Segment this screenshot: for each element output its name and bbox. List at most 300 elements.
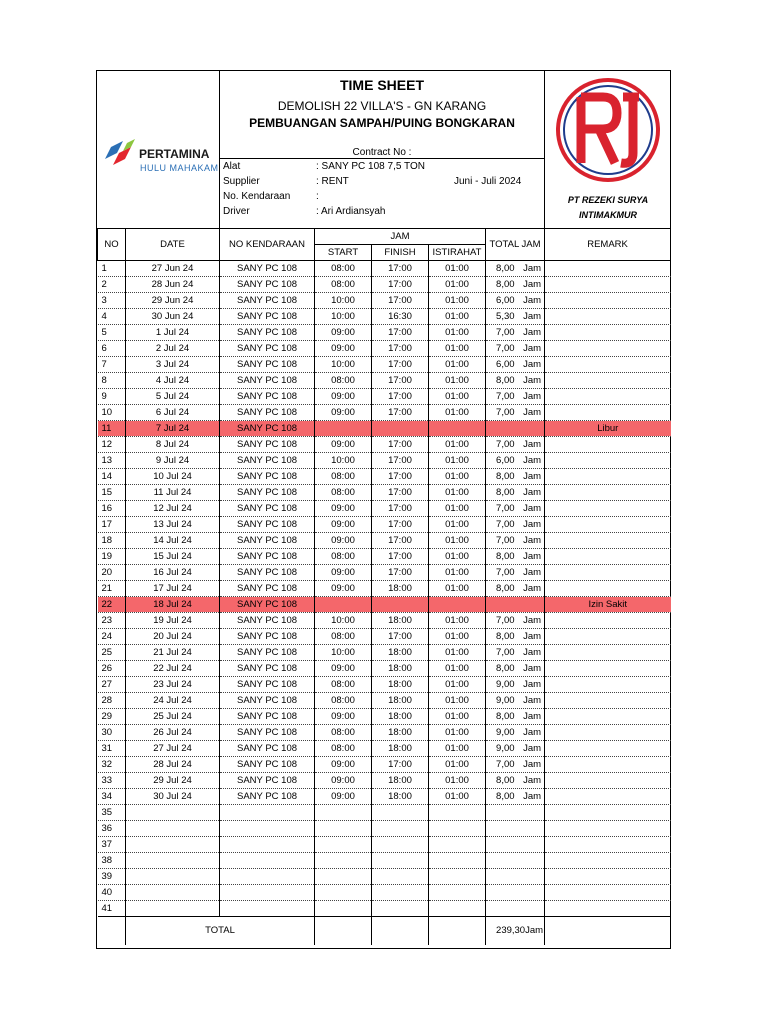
row-rest: 01:00 bbox=[429, 437, 486, 453]
row-total bbox=[486, 389, 545, 405]
period: Juni - Juli 2024 bbox=[454, 176, 522, 187]
row-date: 4 Jul 24 bbox=[126, 373, 220, 389]
table-row bbox=[98, 725, 671, 741]
table-row bbox=[98, 533, 671, 549]
row-rest: 01:00 bbox=[429, 661, 486, 677]
supplier-label: Supplier bbox=[223, 176, 260, 187]
row-start bbox=[315, 805, 372, 821]
row-rest: 01:00 bbox=[429, 709, 486, 725]
row-total-value: 7,00 bbox=[496, 390, 515, 402]
row-rest: 01:00 bbox=[429, 725, 486, 741]
row-no: 22 bbox=[98, 597, 126, 613]
row-finish: 18:00 bbox=[372, 773, 429, 789]
row-no: 28 bbox=[98, 693, 126, 709]
table-row bbox=[98, 789, 671, 805]
row-no: 12 bbox=[98, 437, 126, 453]
row-no: 15 bbox=[98, 485, 126, 501]
row-start: 09:00 bbox=[315, 501, 372, 517]
row-no: 17 bbox=[98, 517, 126, 533]
row-start: 10:00 bbox=[315, 293, 372, 309]
row-date: 20 Jul 24 bbox=[126, 629, 220, 645]
row-no: 20 bbox=[98, 565, 126, 581]
row-vehicle: SANY PC 108 bbox=[220, 645, 315, 661]
row-rest: 01:00 bbox=[429, 325, 486, 341]
row-total bbox=[486, 549, 545, 565]
row-vehicle bbox=[220, 805, 315, 821]
row-date: 27 Jun 24 bbox=[126, 261, 220, 277]
row-total-value: 8,00 bbox=[496, 550, 515, 562]
row-finish: 17:00 bbox=[372, 325, 429, 341]
row-finish: 17:00 bbox=[372, 261, 429, 277]
row-total bbox=[486, 869, 545, 885]
row-date: 6 Jul 24 bbox=[126, 405, 220, 421]
row-finish bbox=[372, 853, 429, 869]
row-total bbox=[486, 325, 545, 341]
col-total: TOTAL JAM bbox=[486, 229, 545, 261]
table-row bbox=[98, 565, 671, 581]
row-finish: 17:00 bbox=[372, 485, 429, 501]
row-no: 31 bbox=[98, 741, 126, 757]
row-remark bbox=[545, 293, 671, 309]
row-total-value: 7,00 bbox=[496, 342, 515, 354]
row-total-unit: Jam bbox=[523, 726, 542, 738]
row-remark bbox=[545, 533, 671, 549]
row-vehicle: SANY PC 108 bbox=[220, 741, 315, 757]
row-rest: 01:00 bbox=[429, 453, 486, 469]
row-start: 09:00 bbox=[315, 517, 372, 533]
row-date: 17 Jul 24 bbox=[126, 581, 220, 597]
row-vehicle: SANY PC 108 bbox=[220, 725, 315, 741]
row-vehicle: SANY PC 108 bbox=[220, 341, 315, 357]
row-date: 10 Jul 24 bbox=[126, 469, 220, 485]
row-date: 27 Jul 24 bbox=[126, 741, 220, 757]
row-rest bbox=[429, 821, 486, 837]
row-vehicle: SANY PC 108 bbox=[220, 693, 315, 709]
col-remark: REMARK bbox=[545, 229, 671, 261]
row-date: 3 Jul 24 bbox=[126, 357, 220, 373]
row-remark bbox=[545, 837, 671, 853]
row-total bbox=[486, 805, 545, 821]
row-date: 30 Jun 24 bbox=[126, 309, 220, 325]
table-row bbox=[98, 517, 671, 533]
row-total-value: 5,30 bbox=[496, 310, 515, 322]
row-total-unit: Jam bbox=[523, 358, 542, 370]
row-vehicle: SANY PC 108 bbox=[220, 421, 315, 437]
row-finish bbox=[372, 837, 429, 853]
row-total bbox=[486, 725, 545, 741]
total-label: TOTAL bbox=[126, 917, 315, 946]
company-name-2: INTIMAKMUR bbox=[579, 210, 637, 220]
table-row bbox=[98, 389, 671, 405]
row-total bbox=[486, 709, 545, 725]
row-remark bbox=[545, 325, 671, 341]
row-start bbox=[315, 885, 372, 901]
col-no: NO bbox=[98, 229, 126, 261]
row-total bbox=[486, 773, 545, 789]
row-start: 09:00 bbox=[315, 405, 372, 421]
row-total-unit: Jam bbox=[523, 758, 542, 770]
row-total-unit: Jam bbox=[523, 374, 542, 386]
row-vehicle: SANY PC 108 bbox=[220, 389, 315, 405]
table-row bbox=[98, 613, 671, 629]
row-total-unit: Jam bbox=[523, 406, 542, 418]
row-remark bbox=[545, 901, 671, 917]
row-finish: 18:00 bbox=[372, 581, 429, 597]
alat-value: : SANY PC 108 7,5 TON bbox=[316, 161, 425, 172]
row-no: 40 bbox=[98, 885, 126, 901]
row-no: 8 bbox=[98, 373, 126, 389]
row-total-value: 7,00 bbox=[496, 438, 515, 450]
table-row bbox=[98, 373, 671, 389]
row-remark bbox=[545, 629, 671, 645]
row-start bbox=[315, 869, 372, 885]
divider bbox=[220, 158, 544, 159]
rj-logo-icon bbox=[553, 77, 663, 183]
row-date: 1 Jul 24 bbox=[126, 325, 220, 341]
row-remark bbox=[545, 885, 671, 901]
row-date bbox=[126, 901, 220, 917]
row-start: 08:00 bbox=[315, 261, 372, 277]
row-finish: 18:00 bbox=[372, 693, 429, 709]
total-unit: Jam bbox=[525, 925, 544, 936]
row-start: 09:00 bbox=[315, 341, 372, 357]
row-remark bbox=[545, 613, 671, 629]
row-remark bbox=[545, 517, 671, 533]
row-start: 10:00 bbox=[315, 357, 372, 373]
row-vehicle: SANY PC 108 bbox=[220, 325, 315, 341]
row-finish: 17:00 bbox=[372, 517, 429, 533]
row-no: 11 bbox=[98, 421, 126, 437]
pertamina-logo bbox=[97, 71, 220, 228]
row-date: 5 Jul 24 bbox=[126, 389, 220, 405]
row-remark bbox=[545, 581, 671, 597]
row-remark bbox=[545, 661, 671, 677]
row-rest bbox=[429, 597, 486, 613]
row-total-value: 8,00 bbox=[496, 662, 515, 674]
row-total bbox=[486, 885, 545, 901]
row-start: 09:00 bbox=[315, 437, 372, 453]
row-total bbox=[486, 341, 545, 357]
row-no: 16 bbox=[98, 501, 126, 517]
row-start: 10:00 bbox=[315, 613, 372, 629]
company-logo bbox=[544, 71, 671, 228]
row-remark bbox=[545, 565, 671, 581]
row-start: 10:00 bbox=[315, 453, 372, 469]
row-date: 22 Jul 24 bbox=[126, 661, 220, 677]
row-start: 09:00 bbox=[315, 389, 372, 405]
row-no: 9 bbox=[98, 389, 126, 405]
table-row bbox=[98, 597, 671, 613]
row-total-unit: Jam bbox=[523, 294, 542, 306]
row-date: 25 Jul 24 bbox=[126, 709, 220, 725]
row-total-unit: Jam bbox=[523, 566, 542, 578]
row-start: 09:00 bbox=[315, 773, 372, 789]
row-finish: 18:00 bbox=[372, 741, 429, 757]
table-row bbox=[98, 629, 671, 645]
row-finish: 17:00 bbox=[372, 293, 429, 309]
row-total-unit: Jam bbox=[523, 742, 542, 754]
row-date: 13 Jul 24 bbox=[126, 517, 220, 533]
row-no: 10 bbox=[98, 405, 126, 421]
row-total-value: 8,00 bbox=[496, 582, 515, 594]
row-total-value: 8,00 bbox=[496, 262, 515, 274]
row-date: 29 Jun 24 bbox=[126, 293, 220, 309]
row-no: 2 bbox=[98, 277, 126, 293]
row-vehicle: SANY PC 108 bbox=[220, 597, 315, 613]
row-finish: 17:00 bbox=[372, 565, 429, 581]
row-total-value: 8,00 bbox=[496, 374, 515, 386]
row-total-unit: Jam bbox=[523, 630, 542, 642]
table-row bbox=[98, 261, 671, 277]
row-date: 30 Jul 24 bbox=[126, 789, 220, 805]
row-no: 37 bbox=[98, 837, 126, 853]
row-rest: 01:00 bbox=[429, 741, 486, 757]
table-row bbox=[98, 837, 671, 853]
row-no: 26 bbox=[98, 661, 126, 677]
row-remark bbox=[545, 773, 671, 789]
row-remark bbox=[545, 869, 671, 885]
row-date: 11 Jul 24 bbox=[126, 485, 220, 501]
row-total-value: 7,00 bbox=[496, 518, 515, 530]
table-row bbox=[98, 581, 671, 597]
row-date: 28 Jun 24 bbox=[126, 277, 220, 293]
project-subtitle: PEMBUANGAN SAMPAH/PUING BONGKARAN bbox=[249, 116, 515, 130]
grand-total bbox=[486, 917, 545, 946]
row-finish bbox=[372, 885, 429, 901]
row-total-value: 7,00 bbox=[496, 326, 515, 338]
row-finish: 17:00 bbox=[372, 629, 429, 645]
row-finish bbox=[372, 805, 429, 821]
row-vehicle: SANY PC 108 bbox=[220, 469, 315, 485]
row-total bbox=[486, 565, 545, 581]
page-title: TIME SHEET bbox=[339, 77, 424, 93]
table-row bbox=[98, 549, 671, 565]
row-vehicle: SANY PC 108 bbox=[220, 437, 315, 453]
row-vehicle bbox=[220, 821, 315, 837]
header-center bbox=[220, 71, 544, 228]
row-no: 30 bbox=[98, 725, 126, 741]
row-start: 08:00 bbox=[315, 677, 372, 693]
row-finish: 17:00 bbox=[372, 357, 429, 373]
row-remark bbox=[545, 693, 671, 709]
row-date: 12 Jul 24 bbox=[126, 501, 220, 517]
row-date bbox=[126, 805, 220, 821]
row-vehicle: SANY PC 108 bbox=[220, 581, 315, 597]
row-rest bbox=[429, 837, 486, 853]
row-rest: 01:00 bbox=[429, 645, 486, 661]
row-finish bbox=[372, 821, 429, 837]
row-rest: 01:00 bbox=[429, 405, 486, 421]
row-rest bbox=[429, 885, 486, 901]
row-vehicle: SANY PC 108 bbox=[220, 773, 315, 789]
row-finish: 17:00 bbox=[372, 373, 429, 389]
row-start: 08:00 bbox=[315, 693, 372, 709]
row-vehicle: SANY PC 108 bbox=[220, 261, 315, 277]
row-total bbox=[486, 901, 545, 917]
row-no: 1 bbox=[98, 261, 126, 277]
row-total bbox=[486, 437, 545, 453]
row-no: 4 bbox=[98, 309, 126, 325]
row-no: 5 bbox=[98, 325, 126, 341]
row-vehicle bbox=[220, 853, 315, 869]
contract-no: Contract No : bbox=[352, 147, 412, 158]
table-row bbox=[98, 805, 671, 821]
row-remark bbox=[545, 805, 671, 821]
row-finish: 17:00 bbox=[372, 405, 429, 421]
table-row bbox=[98, 901, 671, 917]
pertamina-mark-icon bbox=[101, 139, 141, 169]
driver-label: Driver bbox=[223, 206, 250, 217]
table-row bbox=[98, 405, 671, 421]
row-vehicle: SANY PC 108 bbox=[220, 517, 315, 533]
row-remark bbox=[545, 709, 671, 725]
row-finish: 17:00 bbox=[372, 437, 429, 453]
table-row bbox=[98, 421, 671, 437]
row-total bbox=[486, 613, 545, 629]
row-vehicle: SANY PC 108 bbox=[220, 549, 315, 565]
table-row bbox=[98, 709, 671, 725]
row-total bbox=[486, 469, 545, 485]
row-total-unit: Jam bbox=[523, 662, 542, 674]
total-value: 239,30 bbox=[496, 925, 526, 936]
header bbox=[97, 71, 670, 229]
alat-label: Alat bbox=[223, 161, 241, 172]
row-start: 10:00 bbox=[315, 309, 372, 325]
row-total-unit: Jam bbox=[523, 390, 542, 402]
table-row bbox=[98, 357, 671, 373]
row-remark bbox=[545, 741, 671, 757]
row-no: 13 bbox=[98, 453, 126, 469]
row-total-value: 7,00 bbox=[496, 614, 515, 626]
row-total-unit: Jam bbox=[523, 342, 542, 354]
row-no: 34 bbox=[98, 789, 126, 805]
timesheet bbox=[96, 70, 671, 949]
row-total bbox=[486, 853, 545, 869]
row-total-unit: Jam bbox=[523, 326, 542, 338]
row-finish: 16:30 bbox=[372, 309, 429, 325]
row-total bbox=[486, 789, 545, 805]
col-start: START bbox=[315, 245, 372, 261]
row-start: 08:00 bbox=[315, 373, 372, 389]
row-remark bbox=[545, 725, 671, 741]
row-no: 27 bbox=[98, 677, 126, 693]
row-total bbox=[486, 501, 545, 517]
table-row bbox=[98, 677, 671, 693]
row-rest: 01:00 bbox=[429, 565, 486, 581]
row-no: 38 bbox=[98, 853, 126, 869]
row-start: 09:00 bbox=[315, 789, 372, 805]
row-rest: 01:00 bbox=[429, 677, 486, 693]
row-vehicle: SANY PC 108 bbox=[220, 309, 315, 325]
row-start bbox=[315, 821, 372, 837]
row-date bbox=[126, 837, 220, 853]
col-date: DATE bbox=[126, 229, 220, 261]
row-rest: 01:00 bbox=[429, 757, 486, 773]
row-total-unit: Jam bbox=[523, 438, 542, 450]
row-date bbox=[126, 821, 220, 837]
row-total-value: 8,00 bbox=[496, 486, 515, 498]
row-remark bbox=[545, 357, 671, 373]
row-no: 39 bbox=[98, 869, 126, 885]
row-finish: 18:00 bbox=[372, 677, 429, 693]
table-row bbox=[98, 341, 671, 357]
row-start: 08:00 bbox=[315, 469, 372, 485]
row-rest: 01:00 bbox=[429, 533, 486, 549]
row-finish: 17:00 bbox=[372, 341, 429, 357]
row-remark bbox=[545, 549, 671, 565]
row-total-value: 9,00 bbox=[496, 742, 515, 754]
row-finish bbox=[372, 421, 429, 437]
row-no: 32 bbox=[98, 757, 126, 773]
row-rest: 01:00 bbox=[429, 357, 486, 373]
row-finish: 17:00 bbox=[372, 757, 429, 773]
row-total-unit: Jam bbox=[523, 582, 542, 594]
row-total-value: 8,00 bbox=[496, 278, 515, 290]
row-remark bbox=[545, 485, 671, 501]
row-finish: 18:00 bbox=[372, 661, 429, 677]
table-row bbox=[98, 501, 671, 517]
row-date: 26 Jul 24 bbox=[126, 725, 220, 741]
row-rest: 01:00 bbox=[429, 261, 486, 277]
row-total-value: 6,00 bbox=[496, 454, 515, 466]
company-name-1: PT REZEKI SURYA bbox=[567, 195, 649, 205]
row-start bbox=[315, 421, 372, 437]
table-row bbox=[98, 773, 671, 789]
row-total bbox=[486, 421, 545, 437]
table-row bbox=[98, 293, 671, 309]
row-remark bbox=[545, 757, 671, 773]
row-finish: 18:00 bbox=[372, 725, 429, 741]
row-total-value: 7,00 bbox=[496, 502, 515, 514]
row-total bbox=[486, 309, 545, 325]
table-row bbox=[98, 741, 671, 757]
row-start: 09:00 bbox=[315, 757, 372, 773]
table-row bbox=[98, 437, 671, 453]
row-start bbox=[315, 853, 372, 869]
row-start bbox=[315, 597, 372, 613]
row-total bbox=[486, 693, 545, 709]
row-total-unit: Jam bbox=[523, 470, 542, 482]
row-no: 14 bbox=[98, 469, 126, 485]
row-no: 6 bbox=[98, 341, 126, 357]
row-date: 8 Jul 24 bbox=[126, 437, 220, 453]
row-vehicle: SANY PC 108 bbox=[220, 677, 315, 693]
row-total-unit: Jam bbox=[523, 518, 542, 530]
row-vehicle: SANY PC 108 bbox=[220, 757, 315, 773]
row-rest: 01:00 bbox=[429, 469, 486, 485]
row-rest bbox=[429, 805, 486, 821]
row-start: 08:00 bbox=[315, 629, 372, 645]
row-vehicle: SANY PC 108 bbox=[220, 501, 315, 517]
row-no: 3 bbox=[98, 293, 126, 309]
row-start: 08:00 bbox=[315, 549, 372, 565]
table-row bbox=[98, 325, 671, 341]
row-rest: 01:00 bbox=[429, 341, 486, 357]
timesheet-table bbox=[97, 228, 671, 945]
row-date bbox=[126, 885, 220, 901]
row-finish bbox=[372, 901, 429, 917]
row-finish: 18:00 bbox=[372, 709, 429, 725]
table-row bbox=[98, 645, 671, 661]
row-total-value: 9,00 bbox=[496, 726, 515, 738]
row-total-unit: Jam bbox=[523, 486, 542, 498]
row-rest: 01:00 bbox=[429, 373, 486, 389]
row-no: 41 bbox=[98, 901, 126, 917]
row-no: 21 bbox=[98, 581, 126, 597]
row-total-value: 7,00 bbox=[496, 566, 515, 578]
row-remark bbox=[545, 469, 671, 485]
row-date: 16 Jul 24 bbox=[126, 565, 220, 581]
